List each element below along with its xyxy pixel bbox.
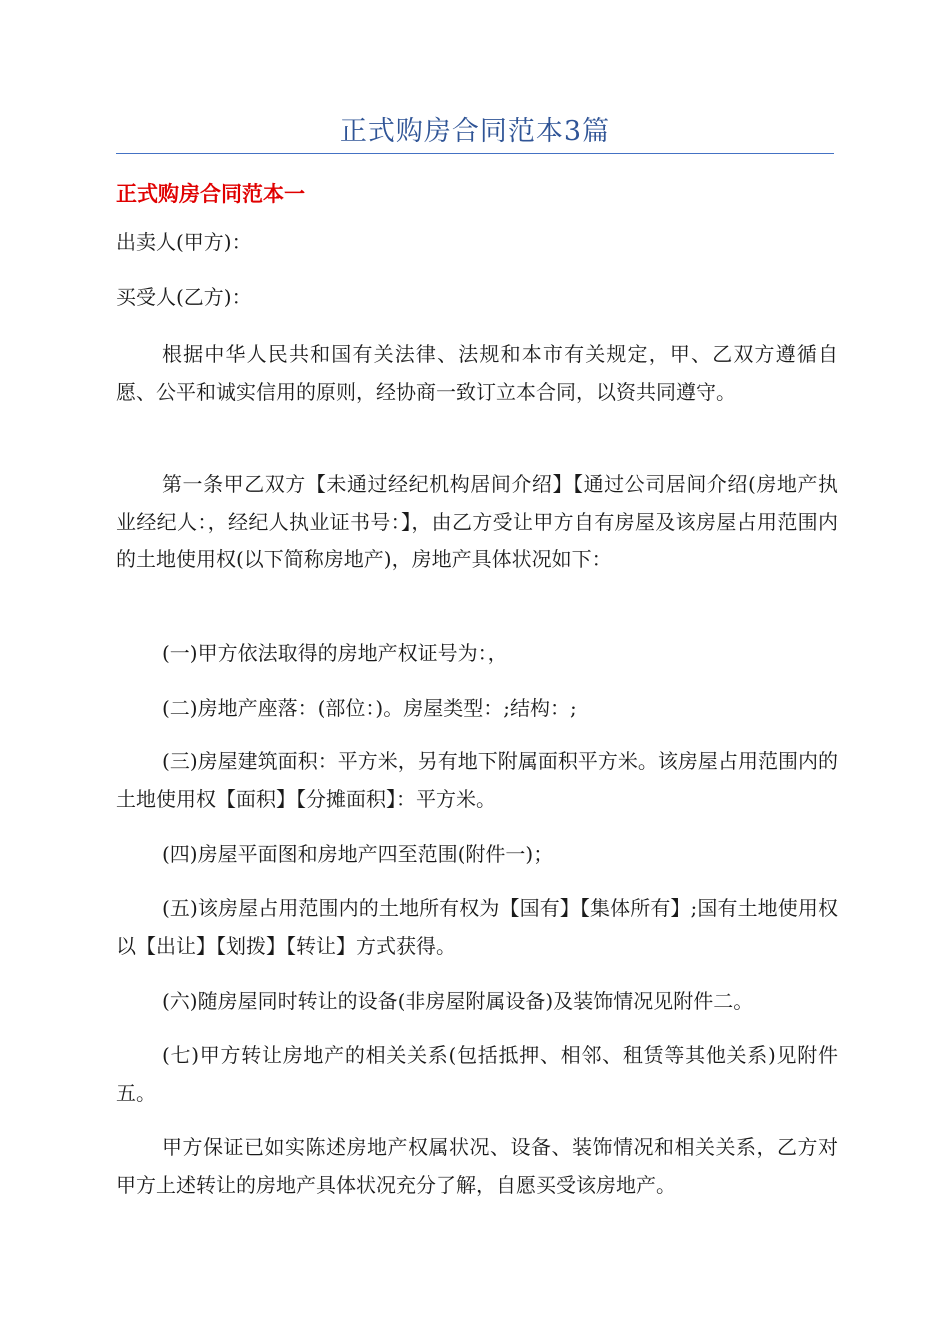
seller-guarantee-paragraph: 甲方保证已如实陈述房地产权属状况、设备、装饰情况和相关关系，乙方对甲方上述转让的房地产具体状况充分了解，自愿买受该房地产。 — [116, 1135, 838, 1197]
section-heading: 正式购房合同范本一 — [116, 182, 305, 206]
clause-2-paragraph: (二)房地产座落：(部位：)。房屋类型：;结构：; — [162, 696, 577, 720]
clause-4-paragraph: (四)房屋平面图和房地产四至范围(附件一)； — [162, 842, 554, 866]
clause-5-paragraph: (五)该房屋占用范围内的土地所有权为【国有】【集体所有】;国有土地使用权以【出让】【划拨】【转让】方式获得。 — [116, 896, 838, 958]
document-title: 正式购房合同范本3篇 — [339, 116, 611, 147]
clause-6-paragraph: (六)随房屋同时转让的设备(非房屋附属设备)及装饰情况见附件二。 — [162, 989, 754, 1013]
preamble-paragraph: 根据中华人民共和国有关法律、法规和本市有关规定，甲、乙双方遵循自愿、公平和诚实信用的原则，经协商一致订立本合同，以资共同遵守。 — [116, 342, 838, 404]
buyer-label: 买受人(乙方)： — [116, 285, 252, 309]
article-one-paragraph: 第一条甲乙双方【未通过经纪机构居间介绍】【通过公司居间介绍(房地产执业经纪人：，经纪人执业证书号：】，由乙方受让甲方自有房屋及该房屋占用范围内的土地使用权(以下简称房地产)，房地产具体状况如下： — [116, 472, 838, 571]
clause-3-paragraph: (三)房屋建筑面积：平方米，另有地下附属面积平方米。该房屋占用范围内的土地使用权【面积】【分摊面积】：平方米。 — [116, 749, 838, 811]
title-underline-divider — [116, 153, 834, 154]
clause-1-paragraph: (一)甲方依法取得的房地产权证号为：， — [162, 641, 508, 665]
seller-label: 出卖人(甲方)： — [116, 230, 252, 254]
clause-7-paragraph: (七)甲方转让房地产的相关关系(包括抵押、相邻、租赁等其他关系)见附件五。 — [116, 1043, 838, 1105]
